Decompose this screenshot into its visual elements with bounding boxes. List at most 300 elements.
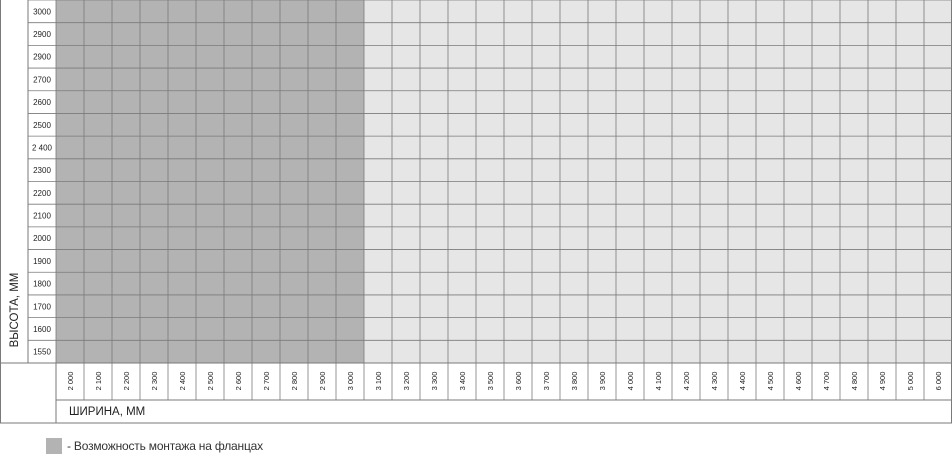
cell-15-12 — [392, 340, 420, 363]
cell-14-31 — [924, 318, 952, 341]
cell-6-7 — [252, 136, 280, 159]
cell-1-3 — [140, 23, 168, 46]
cell-9-5 — [196, 204, 224, 227]
y-tick-label: 2700 — [33, 75, 51, 85]
cell-12-10 — [336, 272, 364, 295]
cell-9-2 — [112, 204, 140, 227]
x-tick-label: 3 600 — [514, 371, 523, 391]
cell-2-10 — [336, 45, 364, 68]
cell-9-21 — [644, 204, 672, 227]
cell-5-5 — [196, 113, 224, 136]
cell-15-3 — [140, 340, 168, 363]
cell-6-24 — [728, 136, 756, 159]
cell-3-11 — [364, 68, 392, 91]
cell-15-4 — [168, 340, 196, 363]
cell-2-14 — [448, 45, 476, 68]
x-tick-label: 4 300 — [710, 371, 719, 391]
cell-3-0 — [56, 68, 84, 91]
cell-12-28 — [840, 272, 868, 295]
cell-7-10 — [336, 159, 364, 182]
cell-8-2 — [112, 182, 140, 205]
y-tick-label: 1800 — [33, 279, 51, 289]
cell-8-20 — [616, 182, 644, 205]
cell-10-18 — [560, 227, 588, 250]
cell-0-15 — [476, 0, 504, 23]
cell-2-12 — [392, 45, 420, 68]
x-tick-label: 4 100 — [654, 371, 663, 391]
cell-14-0 — [56, 318, 84, 341]
cell-8-0 — [56, 182, 84, 205]
x-tick-label: 4 200 — [682, 371, 691, 391]
y-tick-label: 2000 — [33, 234, 51, 244]
cell-9-8 — [280, 204, 308, 227]
cell-0-20 — [616, 0, 644, 23]
cell-11-1 — [84, 250, 112, 273]
cell-11-18 — [560, 250, 588, 273]
cell-2-0 — [56, 45, 84, 68]
x-tick-label: 2 200 — [122, 371, 131, 391]
cell-1-22 — [672, 23, 700, 46]
cell-2-29 — [868, 45, 896, 68]
cell-6-4 — [168, 136, 196, 159]
cell-12-7 — [252, 272, 280, 295]
cell-3-17 — [532, 68, 560, 91]
cell-6-10 — [336, 136, 364, 159]
x-tick-label: 2 000 — [66, 371, 75, 391]
cell-3-25 — [756, 68, 784, 91]
cell-12-22 — [672, 272, 700, 295]
cell-15-24 — [728, 340, 756, 363]
cell-11-21 — [644, 250, 672, 273]
cell-10-11 — [364, 227, 392, 250]
cell-12-8 — [280, 272, 308, 295]
cell-5-15 — [476, 113, 504, 136]
x-tick-label: 4 700 — [822, 371, 831, 391]
cell-8-30 — [896, 182, 924, 205]
cell-13-29 — [868, 295, 896, 318]
cell-7-13 — [420, 159, 448, 182]
cell-12-18 — [560, 272, 588, 295]
cell-3-12 — [392, 68, 420, 91]
cell-12-5 — [196, 272, 224, 295]
cell-5-21 — [644, 113, 672, 136]
x-tick-label: 4 600 — [794, 371, 803, 391]
cell-12-0 — [56, 272, 84, 295]
cell-10-9 — [308, 227, 336, 250]
cell-6-5 — [196, 136, 224, 159]
cell-10-21 — [644, 227, 672, 250]
x-tick-label: 3 400 — [458, 371, 467, 391]
cell-15-20 — [616, 340, 644, 363]
cell-2-26 — [784, 45, 812, 68]
cell-5-3 — [140, 113, 168, 136]
cell-9-7 — [252, 204, 280, 227]
cell-2-4 — [168, 45, 196, 68]
cell-0-27 — [812, 0, 840, 23]
cell-15-8 — [280, 340, 308, 363]
cell-8-22 — [672, 182, 700, 205]
cell-3-15 — [476, 68, 504, 91]
x-tick-label: 2 600 — [234, 371, 243, 391]
cell-5-25 — [756, 113, 784, 136]
cell-4-16 — [504, 91, 532, 114]
cell-4-18 — [560, 91, 588, 114]
cell-11-6 — [224, 250, 252, 273]
cell-1-0 — [56, 23, 84, 46]
cell-1-30 — [896, 23, 924, 46]
cell-8-23 — [700, 182, 728, 205]
cell-3-4 — [168, 68, 196, 91]
cell-14-8 — [280, 318, 308, 341]
cell-14-27 — [812, 318, 840, 341]
cell-0-9 — [308, 0, 336, 23]
cell-6-11 — [364, 136, 392, 159]
cell-5-23 — [700, 113, 728, 136]
cell-12-9 — [308, 272, 336, 295]
cell-9-29 — [868, 204, 896, 227]
cell-2-2 — [112, 45, 140, 68]
cell-11-10 — [336, 250, 364, 273]
cell-6-15 — [476, 136, 504, 159]
cell-8-6 — [224, 182, 252, 205]
x-tick-label: 5 000 — [906, 371, 915, 391]
cell-15-23 — [700, 340, 728, 363]
x-tick-label: 3 000 — [346, 371, 355, 391]
cell-1-15 — [476, 23, 504, 46]
cell-7-0 — [56, 159, 84, 182]
cell-11-26 — [784, 250, 812, 273]
cell-14-28 — [840, 318, 868, 341]
cell-13-16 — [504, 295, 532, 318]
cell-8-15 — [476, 182, 504, 205]
cell-7-28 — [840, 159, 868, 182]
cell-14-21 — [644, 318, 672, 341]
cell-9-1 — [84, 204, 112, 227]
cell-5-0 — [56, 113, 84, 136]
cell-7-6 — [224, 159, 252, 182]
cell-12-12 — [392, 272, 420, 295]
cell-7-18 — [560, 159, 588, 182]
cell-3-2 — [112, 68, 140, 91]
cell-3-6 — [224, 68, 252, 91]
cell-0-22 — [672, 0, 700, 23]
cell-1-29 — [868, 23, 896, 46]
y-tick-label: 2900 — [33, 30, 51, 40]
cell-10-10 — [336, 227, 364, 250]
cell-2-18 — [560, 45, 588, 68]
cell-14-13 — [420, 318, 448, 341]
cell-4-13 — [420, 91, 448, 114]
cell-14-16 — [504, 318, 532, 341]
cell-4-6 — [224, 91, 252, 114]
cell-8-4 — [168, 182, 196, 205]
cell-3-1 — [84, 68, 112, 91]
cell-1-26 — [784, 23, 812, 46]
cell-7-31 — [924, 159, 952, 182]
cell-2-27 — [812, 45, 840, 68]
cell-1-13 — [420, 23, 448, 46]
cell-13-18 — [560, 295, 588, 318]
cell-4-9 — [308, 91, 336, 114]
cell-6-30 — [896, 136, 924, 159]
cell-12-17 — [532, 272, 560, 295]
cell-9-31 — [924, 204, 952, 227]
cell-15-25 — [756, 340, 784, 363]
cell-12-27 — [812, 272, 840, 295]
cell-8-25 — [756, 182, 784, 205]
cell-8-11 — [364, 182, 392, 205]
cell-0-26 — [784, 0, 812, 23]
cell-8-12 — [392, 182, 420, 205]
cell-6-9 — [308, 136, 336, 159]
cell-0-31 — [924, 0, 952, 23]
cell-7-11 — [364, 159, 392, 182]
cell-14-9 — [308, 318, 336, 341]
cell-15-16 — [504, 340, 532, 363]
cell-4-4 — [168, 91, 196, 114]
cell-11-22 — [672, 250, 700, 273]
cell-3-20 — [616, 68, 644, 91]
cell-5-18 — [560, 113, 588, 136]
cell-6-17 — [532, 136, 560, 159]
x-tick-label: 3 800 — [570, 371, 579, 391]
cell-11-29 — [868, 250, 896, 273]
cell-9-22 — [672, 204, 700, 227]
cell-3-18 — [560, 68, 588, 91]
cell-8-14 — [448, 182, 476, 205]
x-axis-title: ШИРИНА, ММ — [69, 406, 146, 418]
cell-9-9 — [308, 204, 336, 227]
cell-9-30 — [896, 204, 924, 227]
cell-11-24 — [728, 250, 756, 273]
cell-4-21 — [644, 91, 672, 114]
cell-5-17 — [532, 113, 560, 136]
cell-10-17 — [532, 227, 560, 250]
cell-5-1 — [84, 113, 112, 136]
cell-15-18 — [560, 340, 588, 363]
cell-15-19 — [588, 340, 616, 363]
cell-7-16 — [504, 159, 532, 182]
cell-8-5 — [196, 182, 224, 205]
cell-15-26 — [784, 340, 812, 363]
cell-5-8 — [280, 113, 308, 136]
cell-14-25 — [756, 318, 784, 341]
x-tick-label: 3 200 — [402, 371, 411, 391]
cell-0-5 — [196, 0, 224, 23]
cell-6-25 — [756, 136, 784, 159]
cell-10-29 — [868, 227, 896, 250]
cell-12-11 — [364, 272, 392, 295]
cell-3-30 — [896, 68, 924, 91]
cell-15-1 — [84, 340, 112, 363]
cell-13-10 — [336, 295, 364, 318]
cell-12-21 — [644, 272, 672, 295]
cell-10-7 — [252, 227, 280, 250]
cell-11-23 — [700, 250, 728, 273]
cell-5-6 — [224, 113, 252, 136]
cell-0-11 — [364, 0, 392, 23]
cell-8-31 — [924, 182, 952, 205]
cell-7-27 — [812, 159, 840, 182]
legend-label-flange: - Возможность монтажа на фланцах — [67, 439, 263, 453]
cell-2-1 — [84, 45, 112, 68]
cell-6-21 — [644, 136, 672, 159]
cell-7-14 — [448, 159, 476, 182]
cell-10-6 — [224, 227, 252, 250]
cell-8-28 — [840, 182, 868, 205]
cell-0-25 — [756, 0, 784, 23]
cell-5-11 — [364, 113, 392, 136]
cell-2-6 — [224, 45, 252, 68]
y-tick-label: 1600 — [33, 324, 51, 334]
cell-3-26 — [784, 68, 812, 91]
cell-0-0 — [56, 0, 84, 23]
cell-7-30 — [896, 159, 924, 182]
cell-13-2 — [112, 295, 140, 318]
cell-10-23 — [700, 227, 728, 250]
cell-1-9 — [308, 23, 336, 46]
cell-13-15 — [476, 295, 504, 318]
cell-0-23 — [700, 0, 728, 23]
x-tick-label: 4 800 — [850, 371, 859, 391]
x-tick-label: 4 400 — [738, 371, 747, 391]
cell-13-26 — [784, 295, 812, 318]
cell-8-24 — [728, 182, 756, 205]
cell-6-19 — [588, 136, 616, 159]
cell-9-13 — [420, 204, 448, 227]
cell-14-30 — [896, 318, 924, 341]
cell-15-29 — [868, 340, 896, 363]
cell-6-27 — [812, 136, 840, 159]
cell-4-7 — [252, 91, 280, 114]
cell-3-22 — [672, 68, 700, 91]
cell-4-31 — [924, 91, 952, 114]
cell-12-6 — [224, 272, 252, 295]
x-tick-label: 2 100 — [94, 371, 103, 391]
cell-5-10 — [336, 113, 364, 136]
cell-11-27 — [812, 250, 840, 273]
cell-4-0 — [56, 91, 84, 114]
cell-2-20 — [616, 45, 644, 68]
cell-4-29 — [868, 91, 896, 114]
cell-13-7 — [252, 295, 280, 318]
y-tick-label: 2600 — [33, 98, 51, 108]
cell-2-16 — [504, 45, 532, 68]
cell-9-16 — [504, 204, 532, 227]
cell-14-4 — [168, 318, 196, 341]
cell-10-3 — [140, 227, 168, 250]
cell-8-9 — [308, 182, 336, 205]
cell-1-8 — [280, 23, 308, 46]
cell-9-3 — [140, 204, 168, 227]
cell-11-8 — [280, 250, 308, 273]
cell-4-19 — [588, 91, 616, 114]
cell-6-13 — [420, 136, 448, 159]
cell-14-24 — [728, 318, 756, 341]
cell-2-17 — [532, 45, 560, 68]
cell-1-27 — [812, 23, 840, 46]
cell-13-9 — [308, 295, 336, 318]
cell-9-4 — [168, 204, 196, 227]
cell-8-19 — [588, 182, 616, 205]
cell-3-19 — [588, 68, 616, 91]
cell-11-7 — [252, 250, 280, 273]
cell-11-2 — [112, 250, 140, 273]
cell-0-10 — [336, 0, 364, 23]
x-tick-label: 2 700 — [262, 371, 271, 391]
cell-8-29 — [868, 182, 896, 205]
cell-7-25 — [756, 159, 784, 182]
cell-6-28 — [840, 136, 868, 159]
cell-1-28 — [840, 23, 868, 46]
cell-9-18 — [560, 204, 588, 227]
cell-12-26 — [784, 272, 812, 295]
cell-5-29 — [868, 113, 896, 136]
cell-11-25 — [756, 250, 784, 273]
x-tick-label: 2 300 — [150, 371, 159, 391]
cell-15-9 — [308, 340, 336, 363]
cell-6-20 — [616, 136, 644, 159]
x-tick-label: 3 500 — [486, 371, 495, 391]
cell-2-8 — [280, 45, 308, 68]
cell-4-22 — [672, 91, 700, 114]
cell-15-7 — [252, 340, 280, 363]
y-tick-label: 1550 — [33, 347, 51, 357]
cell-10-28 — [840, 227, 868, 250]
cell-3-23 — [700, 68, 728, 91]
cell-14-19 — [588, 318, 616, 341]
cell-9-10 — [336, 204, 364, 227]
cell-10-19 — [588, 227, 616, 250]
cell-10-30 — [896, 227, 924, 250]
y-tick-label: 2900 — [33, 52, 51, 62]
cell-3-3 — [140, 68, 168, 91]
x-tick-label: 4 900 — [878, 371, 887, 391]
cell-8-1 — [84, 182, 112, 205]
cell-8-10 — [336, 182, 364, 205]
cell-6-14 — [448, 136, 476, 159]
cell-2-7 — [252, 45, 280, 68]
x-tick-label: 4 500 — [766, 371, 775, 391]
cell-1-20 — [616, 23, 644, 46]
cell-13-17 — [532, 295, 560, 318]
x-tick-label: 2 500 — [206, 371, 215, 391]
cell-6-29 — [868, 136, 896, 159]
cell-15-28 — [840, 340, 868, 363]
cell-11-0 — [56, 250, 84, 273]
cell-13-30 — [896, 295, 924, 318]
cell-0-24 — [728, 0, 756, 23]
cell-1-10 — [336, 23, 364, 46]
cell-15-17 — [532, 340, 560, 363]
cell-7-8 — [280, 159, 308, 182]
cell-11-20 — [616, 250, 644, 273]
cell-10-27 — [812, 227, 840, 250]
cell-1-11 — [364, 23, 392, 46]
cell-2-23 — [700, 45, 728, 68]
cell-0-4 — [168, 0, 196, 23]
cell-12-14 — [448, 272, 476, 295]
cell-12-3 — [140, 272, 168, 295]
cell-14-15 — [476, 318, 504, 341]
cell-15-13 — [420, 340, 448, 363]
cell-12-31 — [924, 272, 952, 295]
cell-2-5 — [196, 45, 224, 68]
cell-14-2 — [112, 318, 140, 341]
cell-13-19 — [588, 295, 616, 318]
cell-7-23 — [700, 159, 728, 182]
cell-5-2 — [112, 113, 140, 136]
